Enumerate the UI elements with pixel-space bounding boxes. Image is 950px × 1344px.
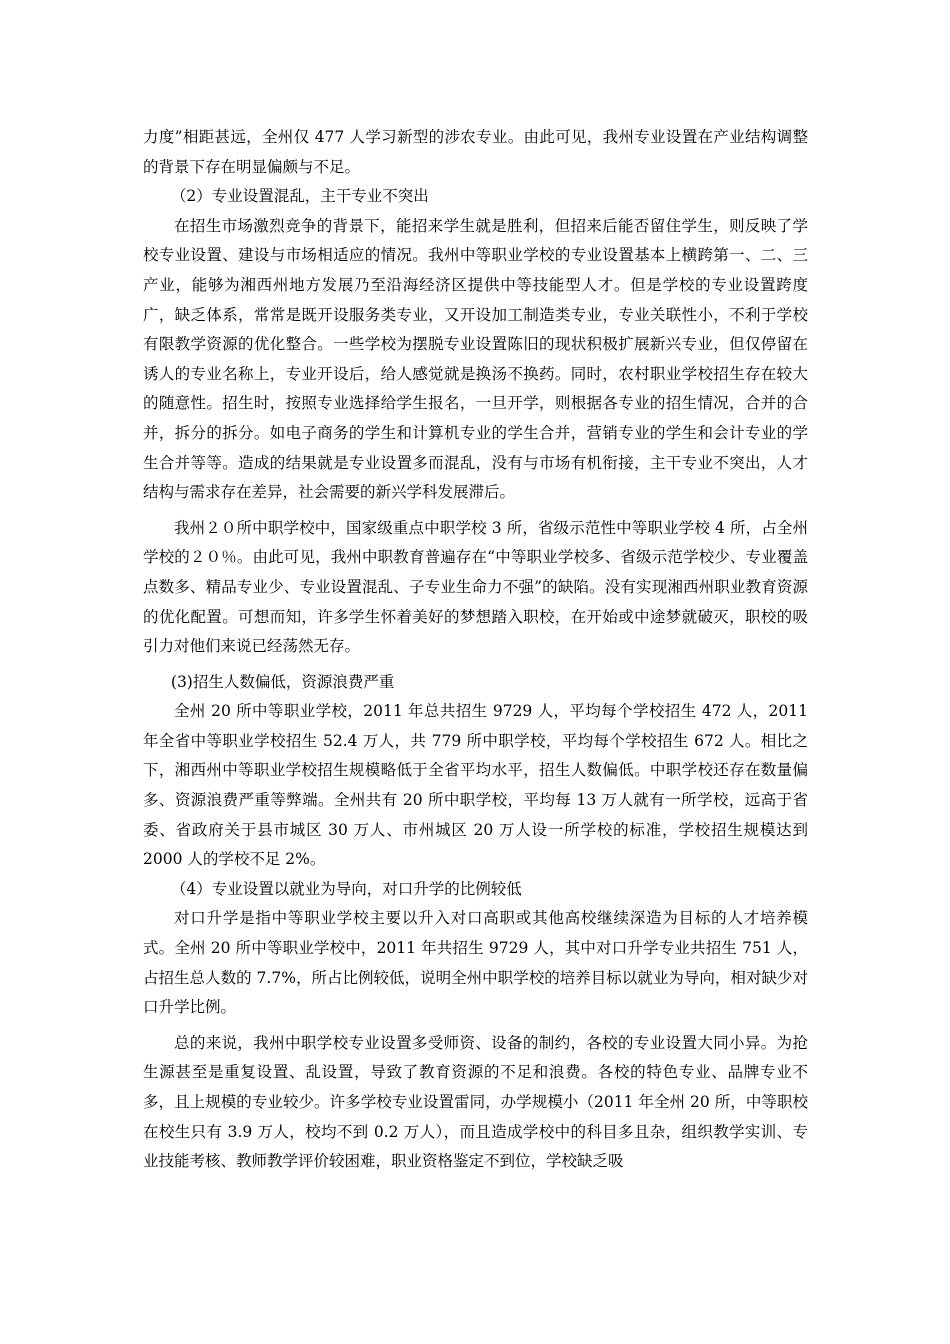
paragraph: 我州２０所中职学校中，国家级重点中职学校 3 所，省级示范性中等职业学校 4 所，占全州学校的２０％。由此可见，我州中职教育普遍存在“中等职业学校多、省级示范学校少、专业覆盖点数多、精品专业少、专业设置混乱、子专业生命力不强”的缺陷。没有实现湘西州职业教育资源的优化配置。可想而知，许多学生怀着美好的梦想踏入职校，在开始或中途梦就破灭，职校的吸引力对他们来说已经荡然无存。 [143,518,808,656]
section-heading-2: （2）专业设置混乱，主干专业不突出 [170,187,429,206]
paragraph-continuation: 力度”相距甚远，全州仅 477 人学习新型的涉农专业。由此可见，我州专业设置在产业结构调整的背景下存在明显偏颇与不足。 [143,128,808,176]
section-heading-4: （4）专业设置以就业为导向，对口升学的比例较低 [170,879,522,898]
paragraph: 在招生市场激烈竞争的背景下，能招来学生就是胜利，但招来后能否留住学生，则反映了学校专业设置、建设与市场相适应的情况。我州中等职业学校的专业设置基本上横跨第一、二、三产业，能够为湘西州地方发展乃至沿海经济区提供中等技能型人才。但是学校的专业设置跨度广，缺乏体系，常常是既开设服务类专业，又开设加工制造类专业，专业关联性小，不利于学校有限教学资源的优化整合。一些学校为摆脱专业设置陈旧的现状积极扩展新兴专业，但仅停留在诱人的专业名称上，专业开设后，给人感觉就是换汤不换药。同时，农村职业学校招生存在较大的随意性。招生时，按照专业选择给学生报名，一旦开学，则根据各专业的招生情况，合并的合并，拆分的拆分。如电子商务的学生和计算机专业的学生合并，营销专业的学生和会计专业的学生合并等等。造成的结果就是专业设置多而混乱，没有与市场有机衔接，主干专业不突出，人才结构与需求存在差异，社会需要的新兴学科发展滞后。 [143,216,808,502]
paragraph: 总的来说，我州中职学校专业设置多受师资、设备的制约，各校的专业设置大同小异。为抢生源甚至是重复设置、乱设置，导致了教育资源的不足和浪费。各校的特色专业、品牌专业不多，且上规模的专业较少。许多学校专业设置雷同，办学规模小（2011 年全州 20 所，中等职校在校生只有 3.9 万人，校均不到 0.2 万人），而且造成学校中的科目多且杂，组织教学实训、专业技能考核、教师教学评价较困难，职业资格鉴定不到位，学校缺乏吸 [143,1033,808,1171]
document-body [143,123,808,1177]
paragraph: 全州 20 所中等职业学校，2011 年总共招生 9729 人，平均每个学校招生 472 人，2011 年全省中等职业学校招生 52.4 万人，共 779 所中职学校，平均每个学校招生 672 人。相比之下，湘西州中等职业学校招生规模略低于全省平均水平，招生人数偏低。中职学校还存在数量偏多、资源浪费严重等弊端。全州共有 20 所中职学校，平均每 13 万人就有一所学校，远高于省委、省政府关于县市城区 30 万人、市州城区 20 万人设一所学校的标准，学校招生规模达到 2000 人的学校不足 2%。 [143,702,808,869]
section-heading-3: (3)招生人数偏低，资源浪费严重 [170,672,395,691]
paragraph: 对口升学是指中等职业学校主要以升入对口高职或其他高校继续深造为目标的人才培养模式。全州 20 所中等职业学校中，2011 年共招生 9729 人，其中对口升学专业共招生 751 人，占招生总人数的 7.7%，所占比例较低，说明全州中职学校的培养目标以就业为导向，相对缺少对口升学比例。 [143,909,808,1017]
